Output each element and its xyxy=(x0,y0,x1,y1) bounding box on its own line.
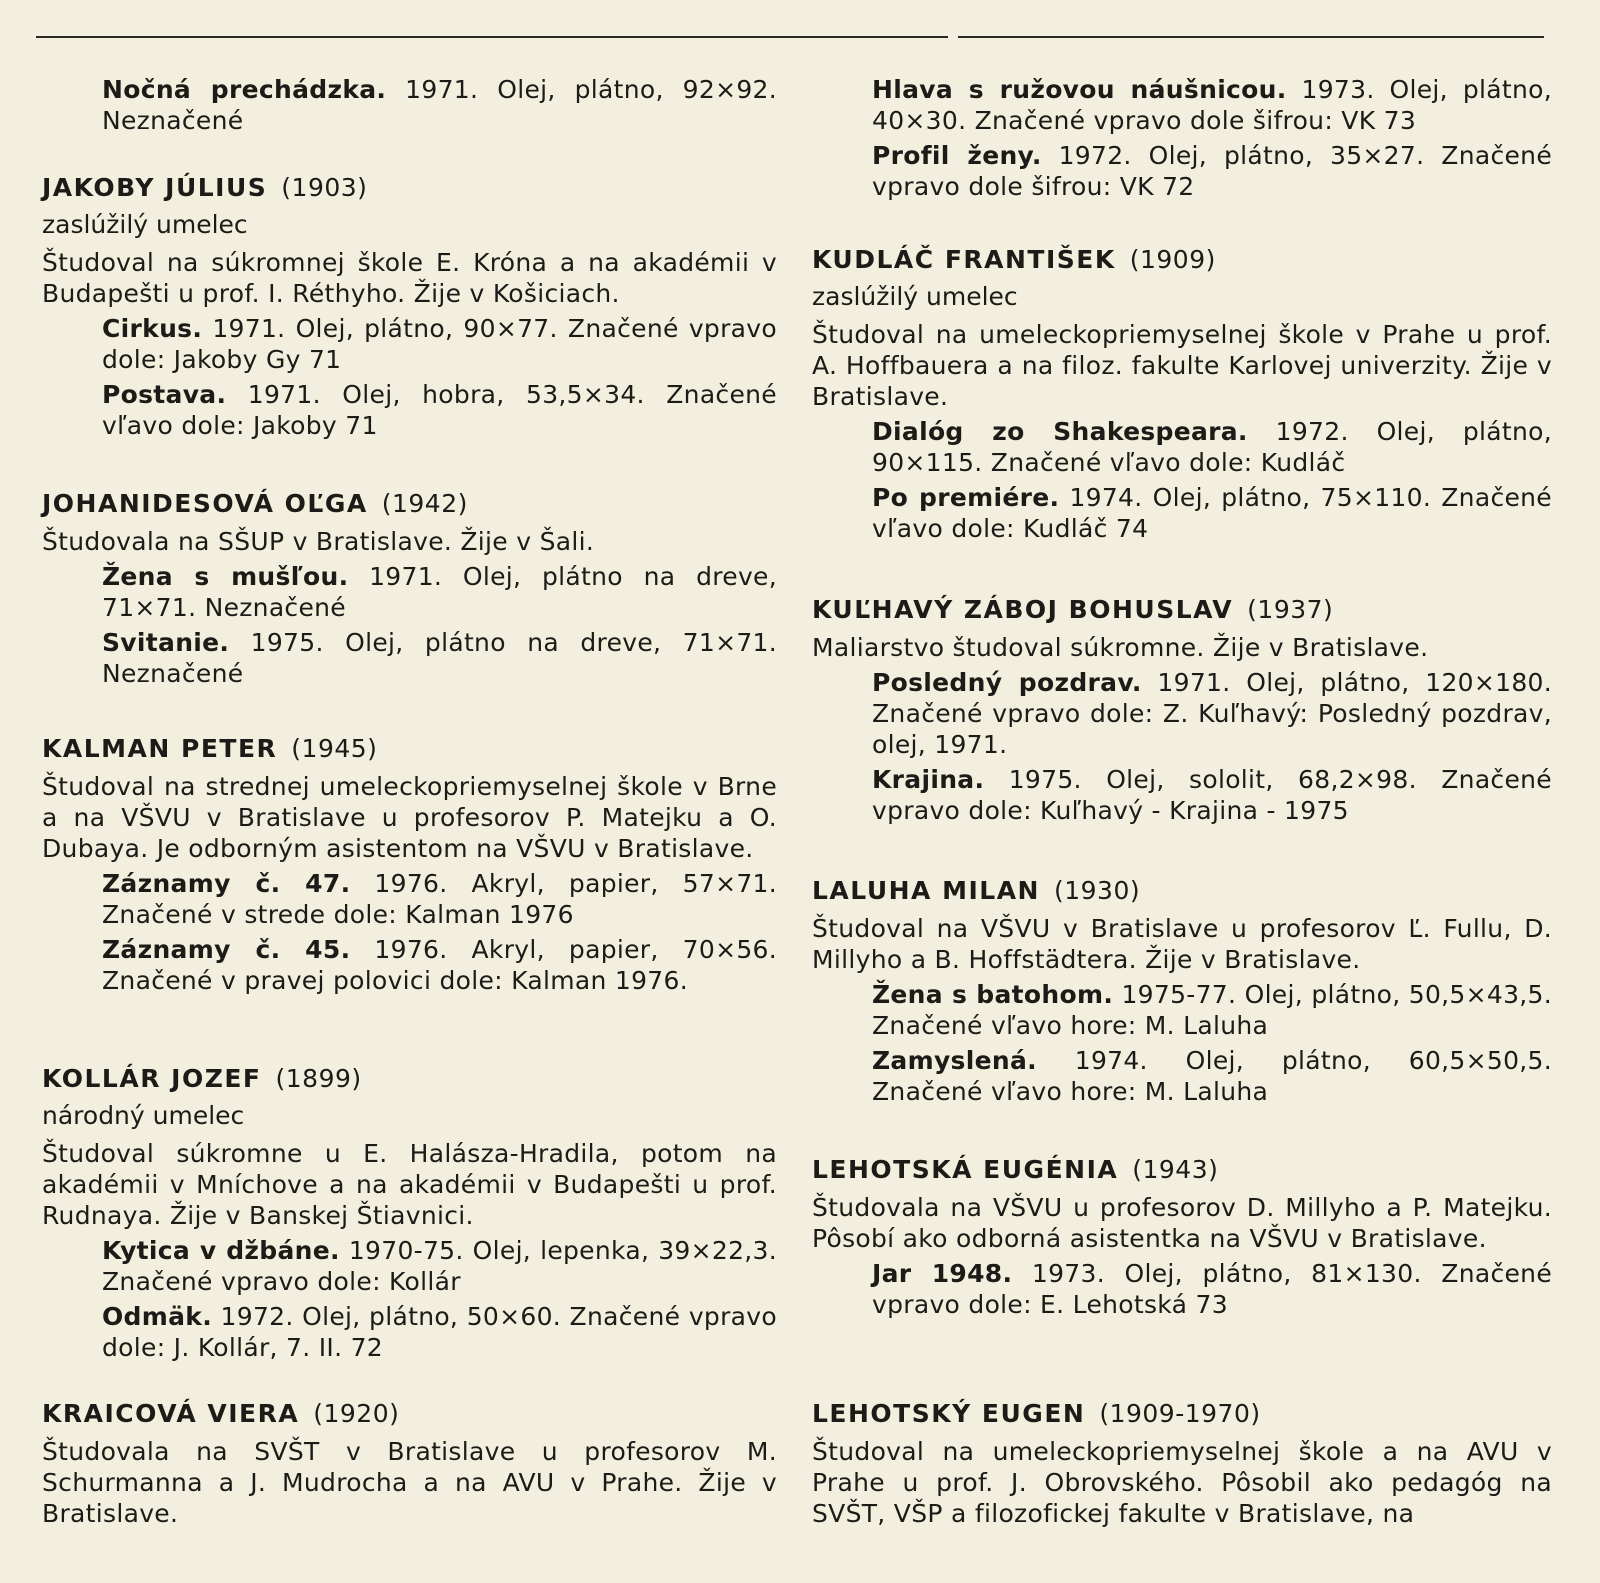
artist-entry xyxy=(812,875,1552,1107)
work-item: Profil ženy. 1972. Olej, plátno, 35×27. Značené vpravo dole šifrou: VK 72 xyxy=(872,141,1553,201)
artist-heading: LEHOTSKÝ EUGEN (1909-1970) xyxy=(812,1399,1261,1428)
artist-heading: JAKOBY JÚLIUS (1903) xyxy=(42,173,368,202)
artist-heading: KOLLÁR JOZEF (1899) xyxy=(42,1064,362,1093)
work-item: Žena s mušľou. 1971. Olej, plátno na dreve, 71×71. Neznačené xyxy=(102,562,777,622)
work-item: Jar 1948. 1973. Olej, plátno, 81×130. Značené vpravo dole: E. Lehotská 73 xyxy=(872,1259,1553,1319)
artist-bio: Študoval na umeleckopriemyselnej škole v Prahe u prof. A. Hoffbauera a na filoz. fakulte Karlovej univerzity. Žije v Bratislave. xyxy=(812,320,1552,411)
work-item: Dialóg zo Shakespeara. 1972. Olej, plátno, 90×115. Značené vľavo dole: Kudláč xyxy=(872,417,1552,477)
continued-entry xyxy=(812,74,1552,202)
work-item: Krajina. 1975. Olej, sololit, 68,2×98. Značené vpravo dole: Kuľhavý - Krajina - 1975 xyxy=(872,765,1552,825)
artist-entry xyxy=(42,488,777,689)
artist-bio: Študovala na SVŠT v Bratislave u profesorov M. Schurmanna a J. Mudrocha a na AVU v Prahe. Žije v Bratislave. xyxy=(42,1437,777,1528)
top-rule-left xyxy=(36,36,948,38)
artist-title: zaslúžilý umelec xyxy=(812,282,1018,311)
artist-bio: Maliarstvo študoval súkromne. Žije v Bratislave. xyxy=(812,633,1429,662)
work-item: Zamyslená. 1974. Olej, plátno, 60,5×50,5. Značené vľavo hore: M. Laluha xyxy=(872,1046,1552,1106)
artist-bio: Študoval súkromne u E. Halásza-Hradila, potom na akadémii v Mníchove a na akadémii v Budapešti u prof. Rudnaya. Žije v Banskej Štiavnici. xyxy=(42,1139,777,1230)
artist-heading: KRAICOVÁ VIERA (1920) xyxy=(42,1399,400,1428)
artist-entry xyxy=(42,1063,777,1363)
work-item: Odmäk. 1972. Olej, plátno, 50×60. Značené vpravo dole: J. Kollár, 7. II. 72 xyxy=(102,1302,777,1362)
work-item: Záznamy č. 45. 1976. Akryl, papier, 70×56. Značené v pravej polovici dole: Kalman 1976. xyxy=(102,935,777,995)
work-item: Posledný pozdrav. 1971. Olej, plátno, 120×180. Značené vpravo dole: Z. Kuľhavý: Posledný pozdrav, olej, 1971. xyxy=(872,668,1552,759)
artist-bio: Študoval na umeleckopriemyselnej škole a na AVU v Prahe u prof. J. Obrovského. Pôsobil ako pedagóg na SVŠT, VŠP a filozofickej fakulte v Bratislave, na xyxy=(812,1437,1552,1528)
artist-heading: LEHOTSKÁ EUGÉNIA (1943) xyxy=(812,1155,1219,1184)
artist-entry xyxy=(812,1154,1552,1320)
work-item: Žena s batohom. 1975-77. Olej, plátno, 50,5×43,5. Značené vľavo hore: M. Laluha xyxy=(872,980,1552,1040)
artist-entry xyxy=(42,733,777,996)
artist-bio: Študovala na VŠVU u profesorov D. Millyho a P. Matejku. Pôsobí ako odborná asistentka na VŠVU v Bratislave. xyxy=(812,1193,1552,1253)
artist-bio: Študoval na strednej umeleckopriemyselnej škole v Brne a na VŠVU v Bratislave u profesorov P. Matejku a O. Dubaya. Je odborným asistentom na VŠVU v Bratislave. xyxy=(42,772,777,863)
work-item: Postava. 1971. Olej, hobra, 53,5×34. Značené vľavo dole: Jakoby 71 xyxy=(102,380,777,440)
work-item: Kytica v džbáne. 1970-75. Olej, lepenka, 39×22,3. Značené vpravo dole: Kollár xyxy=(102,1236,777,1296)
artist-bio: Študoval na VŠVU v Bratislave u profesorov Ľ. Fullu, D. Millyho a B. Hoffstädtera. Žije v Bratislave. xyxy=(812,914,1552,974)
artist-heading: KALMAN PETER (1945) xyxy=(42,734,378,763)
artist-entry xyxy=(42,1398,777,1529)
artist-entry xyxy=(812,594,1552,826)
work-item: Cirkus. 1971. Olej, plátno, 90×77. Značené vpravo dole: Jakoby Gy 71 xyxy=(102,314,777,374)
artist-heading: KUĽHAVÝ ZÁBOJ BOHUSLAV (1937) xyxy=(812,595,1334,624)
artist-entry xyxy=(42,172,777,441)
work-item: Svitanie. 1975. Olej, plátno na dreve, 71×71. Neznačené xyxy=(102,628,777,688)
top-rule-right xyxy=(958,36,1544,38)
work-item: Hlava s ružovou náušnicou. 1973. Olej, plátno, 40×30. Značené vpravo dole šifrou: VK 73 xyxy=(872,75,1552,135)
artist-title: národný umelec xyxy=(42,1101,245,1130)
artist-title: zaslúžilý umelec xyxy=(42,210,248,239)
artist-entry xyxy=(812,1398,1552,1529)
work-item: Po premiére. 1974. Olej, plátno, 75×110. Značené vľavo dole: Kudláč 74 xyxy=(872,483,1552,543)
artist-heading: JOHANIDESOVÁ OĽGA (1942) xyxy=(42,489,468,518)
work-item: Záznamy č. 47. 1976. Akryl, papier, 57×71. Značené v strede dole: Kalman 1976 xyxy=(102,869,777,929)
artist-bio: Študoval na súkromnej škole E. Króna a na akadémii v Budapešti u prof. I. Réthyho. Žije v Košiciach. xyxy=(42,248,777,308)
artist-heading: KUDLÁČ FRANTIŠEK (1909) xyxy=(812,245,1216,274)
artist-entry xyxy=(812,244,1552,544)
artist-heading: LALUHA MILAN (1930) xyxy=(812,876,1141,905)
continued-entry xyxy=(42,74,777,136)
artist-bio: Študovala na SŠUP v Bratislave. Žije v Šali. xyxy=(42,527,595,556)
work-item: Nočná prechádzka. 1971. Olej, plátno, 92×92. Neznačené xyxy=(102,75,777,135)
